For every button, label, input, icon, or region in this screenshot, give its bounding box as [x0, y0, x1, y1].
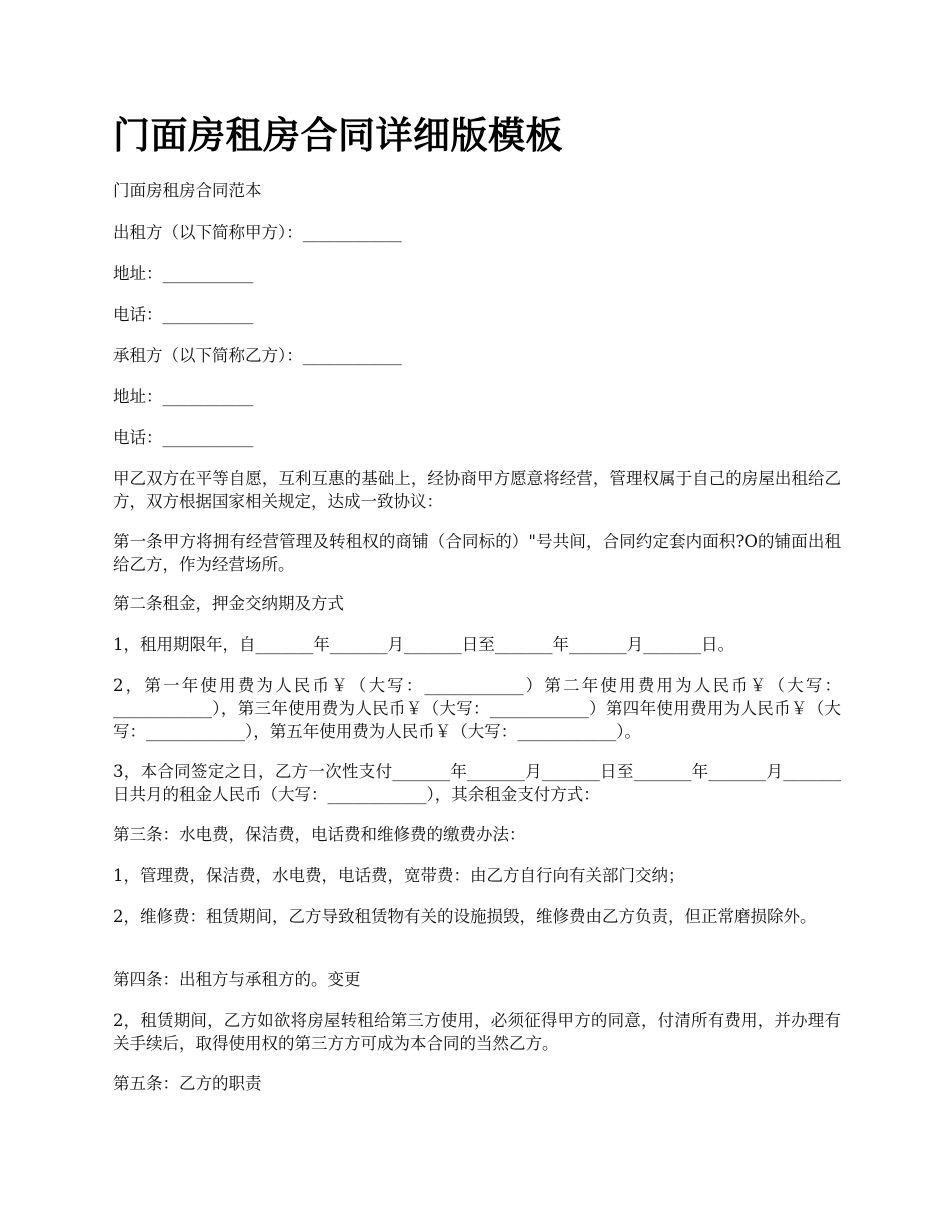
lessor-address-line: 地址：___________	[113, 264, 254, 283]
article-5-heading: 第五条：乙方的职责	[113, 1074, 262, 1093]
lessee-address-line: 地址：___________	[113, 387, 254, 406]
lessee-line: 承租方（以下简称乙方）：____________	[113, 346, 402, 365]
fees-clause: 1，管理费，保洁费，水电费，电话费，宽带费：由乙方自行向有关部门交纳；	[113, 866, 685, 885]
article-1-paragraph: 第一条甲方将拥有经营管理及转租权的商铺（合同标的）"号共间，合同约定套内面积?O的铺面出租给乙方，作为经营场所。	[113, 532, 841, 574]
usage-fee-clause: 2，第一年使用费为人民币￥（大写：____________）第二年使用费用为人民币￥（大写：____________），第三年使用费为人民币￥（大写：____________）第四年使用费用为人民币￥（大写：____________），第五年使用费为人民币￥（大写：____________）。	[113, 676, 841, 741]
article-4-heading: 第四条：出租方与承租方的。变更	[113, 970, 361, 989]
article-3-heading: 第三条：水电费，保洁费，电话费和维修费的缴费办法：	[113, 825, 526, 844]
document-title: 门面房租房合同详细版模板	[113, 114, 563, 157]
lessor-phone-line: 电话：___________	[113, 305, 254, 324]
maintenance-clause: 2，维修费：租赁期间，乙方导致租赁物有关的设施损毁，维修费由乙方负责，但正常磨损除外。	[113, 907, 817, 926]
lease-term-clause: 1，租用期限年，自_______年_______月_______日至_______年_______月_______日。	[113, 635, 734, 654]
preamble-paragraph: 甲乙双方在平等自愿，互利互惠的基础上，经协商甲方愿意将经营，管理权属于自己的房屋出租给乙方，双方根据国家相关规定，达成一致协议：	[113, 469, 841, 511]
article-2-heading: 第二条租金，押金交纳期及方式	[113, 594, 344, 613]
lessor-line: 出租方（以下简称甲方）：____________	[113, 223, 402, 242]
contract-subtitle: 门面房租房合同范本	[113, 181, 262, 200]
sublease-clause: 2，租赁期间，乙方如欲将房屋转租给第三方使用，必须征得甲方的同意，付清所有费用，并办理有关手续后，取得使用权的第三方方可成为本合同的当然乙方。	[113, 1011, 841, 1053]
lessee-phone-line: 电话：___________	[113, 428, 254, 447]
payment-clause: 3，本合同签定之日，乙方一次性支付_______年_______月_______日至_______年_______月_______日共月的租金人民币（大写：____________），其余租金支付方式：	[113, 762, 841, 804]
